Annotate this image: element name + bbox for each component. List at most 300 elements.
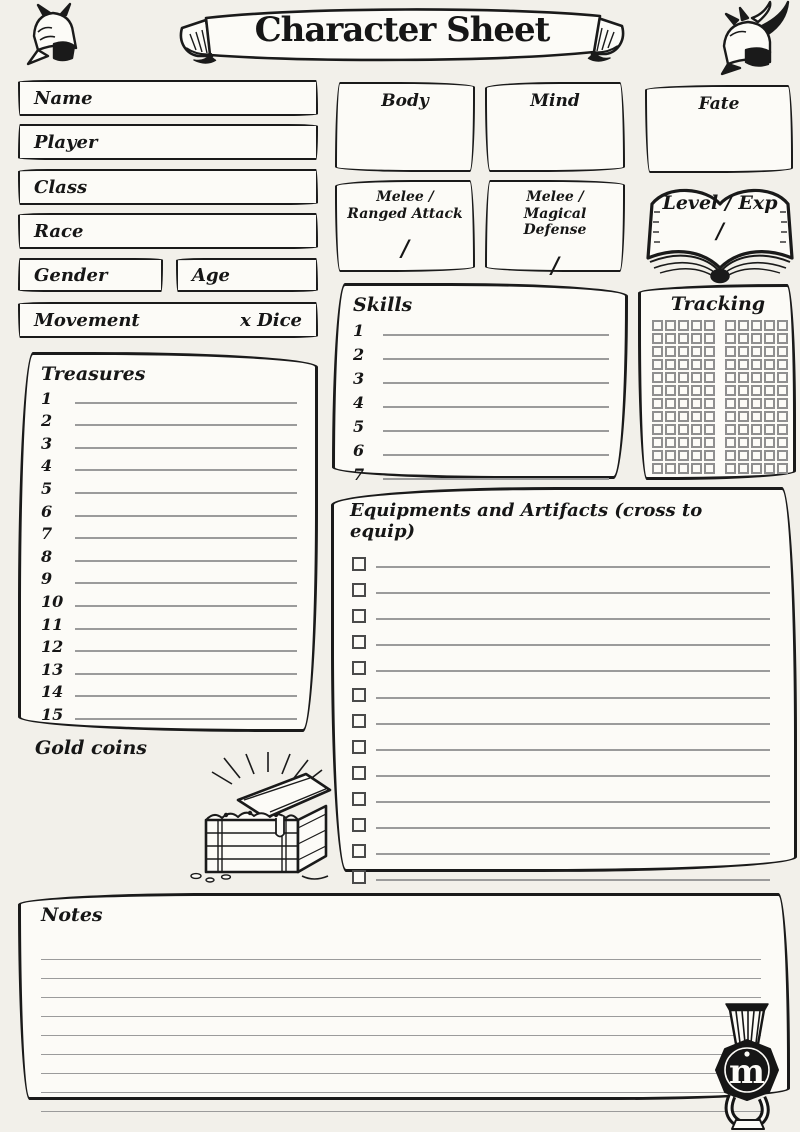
equipment-row <box>350 807 770 833</box>
tracking-checkbox[interactable] <box>777 424 788 435</box>
tracking-checkbox[interactable] <box>738 398 749 409</box>
equipment-row <box>350 624 770 650</box>
tracking-checkbox[interactable] <box>678 463 689 474</box>
tracking-group <box>725 424 788 435</box>
tracking-checkbox[interactable] <box>678 450 689 461</box>
treasure-number: 7 <box>41 524 53 544</box>
tracking-checkbox[interactable] <box>665 450 676 461</box>
age-label: Age <box>192 264 231 286</box>
tracking-checkbox[interactable] <box>665 359 676 370</box>
treasures-title: Treasures <box>41 363 146 385</box>
notes-line[interactable] <box>41 979 761 998</box>
skill-line[interactable] <box>383 358 609 360</box>
treasure-row <box>41 634 297 657</box>
tracking-group <box>725 320 788 331</box>
equipment-checkbox[interactable] <box>352 661 366 675</box>
equipment-rows <box>350 546 770 885</box>
tracking-checkbox[interactable] <box>751 359 762 370</box>
skill-line[interactable] <box>383 382 609 384</box>
treasure-line[interactable] <box>75 650 297 652</box>
tracking-checkbox[interactable] <box>665 411 676 422</box>
tracking-checkbox[interactable] <box>751 437 762 448</box>
tracking-checkbox[interactable] <box>652 411 663 422</box>
equipment-line[interactable] <box>376 592 770 594</box>
tracking-group <box>725 411 788 422</box>
equipment-row <box>350 729 770 755</box>
equipment-line[interactable] <box>376 723 770 725</box>
treasure-number: 15 <box>41 704 64 724</box>
skill-number: 3 <box>353 369 365 388</box>
tracking-group <box>725 437 788 448</box>
treasure-number: 10 <box>41 591 64 611</box>
tracking-checkbox[interactable] <box>738 463 749 474</box>
treasure-line[interactable] <box>75 718 297 720</box>
tracking-group <box>652 411 715 422</box>
equipment-checkbox[interactable] <box>352 818 366 832</box>
treasure-number: 1 <box>41 388 53 408</box>
notes-line[interactable] <box>41 1093 761 1112</box>
treasure-number: 11 <box>41 614 64 634</box>
tracking-checkbox[interactable] <box>665 398 676 409</box>
equipment-checkbox[interactable] <box>352 792 366 806</box>
tracking-checkbox[interactable] <box>691 346 702 357</box>
equipment-checkbox[interactable] <box>352 635 366 649</box>
equipment-line[interactable] <box>376 827 770 829</box>
race-field[interactable] <box>18 213 318 249</box>
treasure-row <box>41 475 297 498</box>
player-label: Player <box>34 131 98 153</box>
tracking-checkbox[interactable] <box>665 424 676 435</box>
equipment-line[interactable] <box>376 749 770 751</box>
treasure-number: 12 <box>41 637 64 657</box>
equipment-row <box>350 755 770 781</box>
treasure-number: 5 <box>41 478 53 498</box>
tracking-checkbox[interactable] <box>678 411 689 422</box>
tracking-checkbox[interactable] <box>725 359 736 370</box>
equipment-line[interactable] <box>376 697 770 699</box>
tracking-checkbox[interactable] <box>678 320 689 331</box>
tracking-checkbox[interactable] <box>691 437 702 448</box>
equipment-row <box>350 598 770 624</box>
tracking-group <box>652 424 715 435</box>
treasure-row <box>41 521 297 544</box>
tracking-checkbox[interactable] <box>704 333 715 344</box>
skill-number: 2 <box>353 345 365 364</box>
tracking-checkbox[interactable] <box>652 424 663 435</box>
tracking-checkbox[interactable] <box>764 411 775 422</box>
equipment-line[interactable] <box>376 775 770 777</box>
tracking-checkbox[interactable] <box>678 424 689 435</box>
equipment-line[interactable] <box>376 618 770 620</box>
tracking-checkbox[interactable] <box>665 372 676 383</box>
page-title: Character Sheet <box>254 10 550 50</box>
treasure-row <box>41 679 297 702</box>
equipment-checkbox[interactable] <box>352 766 366 780</box>
equipment-row <box>350 546 770 572</box>
tracking-checkbox[interactable] <box>751 346 762 357</box>
treasure-number: 2 <box>41 411 53 431</box>
tracking-group <box>652 437 715 448</box>
equipment-row <box>350 703 770 729</box>
tracking-group <box>652 346 715 357</box>
mind-stat-box[interactable] <box>485 82 625 172</box>
tracking-checkbox[interactable] <box>738 346 749 357</box>
tracking-checkbox[interactable] <box>751 333 762 344</box>
tracking-checkbox[interactable] <box>738 450 749 461</box>
tracking-checkbox[interactable] <box>751 320 762 331</box>
tracking-checkbox[interactable] <box>725 333 736 344</box>
tracking-checkbox[interactable] <box>738 333 749 344</box>
tracking-checkbox[interactable] <box>725 463 736 474</box>
tracking-checkbox[interactable] <box>704 424 715 435</box>
treasure-row <box>41 611 297 634</box>
tracking-checkbox[interactable] <box>777 385 788 396</box>
tracking-checkbox[interactable] <box>678 398 689 409</box>
tracking-checkbox[interactable] <box>764 463 775 474</box>
tracking-group <box>725 398 788 409</box>
attack-value: / <box>400 236 410 263</box>
equipment-line[interactable] <box>376 853 770 855</box>
attack-stat-box[interactable] <box>335 180 475 272</box>
skill-row <box>353 460 609 484</box>
skills-panel <box>332 283 628 484</box>
tracking-checkbox[interactable] <box>691 359 702 370</box>
notes-lines <box>41 941 761 1112</box>
tracking-checkbox[interactable] <box>751 385 762 396</box>
treasure-line[interactable] <box>75 447 297 449</box>
tracking-checkbox[interactable] <box>764 372 775 383</box>
tracking-group <box>725 372 788 383</box>
equipment-checkbox[interactable] <box>352 714 366 728</box>
tracking-checkbox[interactable] <box>665 346 676 357</box>
attack-label: Melee / Ranged Attack <box>347 189 463 222</box>
tracking-checkbox[interactable] <box>704 437 715 448</box>
equipment-row <box>350 676 770 702</box>
age-field[interactable] <box>176 258 318 292</box>
level-label: Level / Exp <box>662 192 778 214</box>
treasure-line[interactable] <box>75 673 297 675</box>
tracking-group <box>652 359 715 370</box>
tracking-row <box>652 346 784 357</box>
equipment-title: Equipments and Artifacts (cross to equip) <box>350 500 703 542</box>
notes-line[interactable] <box>41 1074 761 1093</box>
tracking-checkbox[interactable] <box>665 385 676 396</box>
tracking-row <box>652 463 784 474</box>
tracking-checkbox[interactable] <box>751 411 762 422</box>
treasure-row <box>41 498 297 521</box>
skill-line[interactable] <box>383 454 609 456</box>
tracking-checkbox[interactable] <box>751 372 762 383</box>
tracking-checkbox[interactable] <box>652 437 663 448</box>
treasure-row <box>41 701 297 724</box>
tracking-checkbox[interactable] <box>691 385 702 396</box>
notes-line[interactable] <box>41 998 761 1017</box>
svg-text:m: m <box>729 1052 765 1092</box>
race-label: Race <box>34 220 84 242</box>
skill-line[interactable] <box>383 478 609 480</box>
player-field[interactable] <box>18 124 318 160</box>
tracking-row <box>652 359 784 370</box>
level-exp-book[interactable] <box>642 176 798 288</box>
notes-line[interactable] <box>41 1055 761 1074</box>
tracking-group <box>725 359 788 370</box>
movement-label: Movement <box>34 309 140 331</box>
equipment-checkbox[interactable] <box>352 844 366 858</box>
tracking-checkbox[interactable] <box>704 463 715 474</box>
notes-line[interactable] <box>41 1036 761 1055</box>
tracking-checkbox[interactable] <box>764 450 775 461</box>
treasure-number: 4 <box>41 456 53 476</box>
skills-title: Skills <box>353 294 413 316</box>
title-banner <box>166 2 638 68</box>
treasure-row <box>41 543 297 566</box>
equipment-panel <box>331 487 797 872</box>
treasure-line[interactable] <box>75 424 297 426</box>
equipment-checkbox[interactable] <box>352 583 366 597</box>
helmet-right-icon <box>706 0 798 78</box>
tracking-checkbox[interactable] <box>691 333 702 344</box>
tracking-checkbox[interactable] <box>652 398 663 409</box>
gender-field[interactable] <box>18 258 163 292</box>
skill-line[interactable] <box>383 430 609 432</box>
notes-line[interactable] <box>41 960 761 979</box>
skill-number: 5 <box>353 417 365 436</box>
tracking-checkbox[interactable] <box>704 385 715 396</box>
tracking-checkbox[interactable] <box>652 450 663 461</box>
equipment-checkbox[interactable] <box>352 870 366 884</box>
tracking-checkbox[interactable] <box>665 463 676 474</box>
tracking-checkbox[interactable] <box>764 398 775 409</box>
tracking-checkbox[interactable] <box>725 437 736 448</box>
treasure-row <box>41 453 297 476</box>
tracking-checkbox[interactable] <box>777 333 788 344</box>
name-label: Name <box>34 87 93 109</box>
treasure-line[interactable] <box>75 537 297 539</box>
tracking-checkbox[interactable] <box>704 346 715 357</box>
equipment-checkbox[interactable] <box>352 557 366 571</box>
tracking-row <box>652 372 784 383</box>
tracking-checkbox[interactable] <box>678 437 689 448</box>
equipment-line[interactable] <box>376 879 770 881</box>
tracking-checkbox[interactable] <box>652 463 663 474</box>
tracking-checkbox[interactable] <box>738 385 749 396</box>
tracking-checkbox[interactable] <box>777 346 788 357</box>
tracking-group <box>725 463 788 474</box>
tracking-checkbox[interactable] <box>764 320 775 331</box>
notes-line[interactable] <box>41 941 761 960</box>
tracking-row <box>652 398 784 409</box>
tracking-checkbox[interactable] <box>764 385 775 396</box>
tracking-checkbox[interactable] <box>678 359 689 370</box>
skill-number: 4 <box>353 393 365 412</box>
skill-row <box>353 364 609 388</box>
treasure-row <box>41 588 297 611</box>
tracking-checkbox[interactable] <box>652 359 663 370</box>
tracking-checkbox[interactable] <box>725 411 736 422</box>
tracking-checkbox[interactable] <box>652 333 663 344</box>
tracking-checkbox[interactable] <box>764 346 775 357</box>
tracking-group <box>652 333 715 344</box>
equipment-row <box>350 781 770 807</box>
skill-row <box>353 412 609 436</box>
equipment-row <box>350 650 770 676</box>
tracking-group <box>652 372 715 383</box>
tracking-checkbox[interactable] <box>704 320 715 331</box>
tracking-checkbox[interactable] <box>691 320 702 331</box>
tracking-group <box>725 450 788 461</box>
tracking-checkbox[interactable] <box>691 398 702 409</box>
defense-label: Melee / Magical Defense <box>523 189 587 239</box>
treasure-row <box>41 385 297 408</box>
notes-line[interactable] <box>41 1017 761 1036</box>
tracking-checkbox[interactable] <box>704 398 715 409</box>
tracking-checkbox[interactable] <box>725 346 736 357</box>
tracking-checkbox[interactable] <box>751 463 762 474</box>
tracking-checkbox[interactable] <box>738 372 749 383</box>
mind-label: Mind <box>530 91 580 111</box>
tracking-checkbox[interactable] <box>652 320 663 331</box>
tracking-row <box>652 450 784 461</box>
skill-number: 1 <box>353 321 365 340</box>
tracking-checkbox[interactable] <box>704 411 715 422</box>
tracking-row <box>652 437 784 448</box>
tracking-checkbox[interactable] <box>725 372 736 383</box>
skills-rows <box>353 316 609 484</box>
equipment-line[interactable] <box>376 670 770 672</box>
tracking-checkbox[interactable] <box>738 437 749 448</box>
treasure-line[interactable] <box>75 605 297 607</box>
tracking-checkbox[interactable] <box>652 346 663 357</box>
treasure-line[interactable] <box>75 402 297 404</box>
tracking-checkbox[interactable] <box>678 333 689 344</box>
tracking-checkbox[interactable] <box>704 359 715 370</box>
name-field[interactable] <box>18 80 318 116</box>
treasure-line[interactable] <box>75 695 297 697</box>
skill-row <box>353 316 609 340</box>
tracking-checkbox[interactable] <box>725 424 736 435</box>
tracking-checkbox[interactable] <box>751 424 762 435</box>
tracking-checkbox[interactable] <box>777 372 788 383</box>
equipment-checkbox[interactable] <box>352 688 366 702</box>
body-stat-box[interactable] <box>335 82 475 172</box>
skill-line[interactable] <box>383 406 609 408</box>
tracking-checkbox[interactable] <box>777 437 788 448</box>
skill-row <box>353 340 609 364</box>
tracking-checkbox[interactable] <box>738 424 749 435</box>
tracking-checkbox[interactable] <box>777 320 788 331</box>
movement-unit-label: x Dice <box>240 309 302 331</box>
tracking-group <box>725 385 788 396</box>
tracking-row <box>652 411 784 422</box>
treasure-chest-icon <box>180 752 335 885</box>
equipment-line[interactable] <box>376 644 770 646</box>
tracking-checkbox[interactable] <box>738 359 749 370</box>
body-label: Body <box>381 91 429 111</box>
gold-coins-label: Gold coins <box>35 737 147 759</box>
tracking-checkbox[interactable] <box>725 450 736 461</box>
treasure-number: 13 <box>41 659 64 679</box>
tracking-checkbox[interactable] <box>777 463 788 474</box>
tracking-checkbox[interactable] <box>678 385 689 396</box>
tracking-checkbox[interactable] <box>691 450 702 461</box>
treasure-line[interactable] <box>75 582 297 584</box>
class-field[interactable] <box>18 169 318 205</box>
treasure-line[interactable] <box>75 515 297 517</box>
skill-number: 7 <box>353 465 365 484</box>
treasure-line[interactable] <box>75 560 297 562</box>
tracking-group <box>652 385 715 396</box>
equipment-row <box>350 859 770 885</box>
equipment-checkbox[interactable] <box>352 740 366 754</box>
treasure-number: 8 <box>41 546 53 566</box>
gender-label: Gender <box>34 264 108 286</box>
tracking-checkbox[interactable] <box>652 385 663 396</box>
tracking-checkbox[interactable] <box>665 437 676 448</box>
equipment-checkbox[interactable] <box>352 609 366 623</box>
tracking-checkbox[interactable] <box>691 424 702 435</box>
fate-stat-box[interactable] <box>645 85 793 173</box>
tracking-checkbox[interactable] <box>777 411 788 422</box>
tracking-row <box>652 320 784 331</box>
defense-stat-box[interactable] <box>485 180 625 279</box>
signet-ring-icon <box>698 1002 796 1130</box>
tracking-checkbox[interactable] <box>704 450 715 461</box>
tracking-checkbox[interactable] <box>751 450 762 461</box>
tracking-group <box>652 398 715 409</box>
equipment-line[interactable] <box>376 801 770 803</box>
notes-title: Notes <box>41 904 103 926</box>
tracking-checkbox[interactable] <box>764 333 775 344</box>
tracking-checkbox[interactable] <box>678 372 689 383</box>
tracking-checkbox[interactable] <box>777 359 788 370</box>
tracking-checkbox[interactable] <box>777 398 788 409</box>
tracking-checkbox[interactable] <box>678 346 689 357</box>
fate-label: Fate <box>698 94 740 114</box>
treasure-line[interactable] <box>75 492 297 494</box>
tracking-checkbox[interactable] <box>652 372 663 383</box>
tracking-checkbox[interactable] <box>725 398 736 409</box>
tracking-checkbox[interactable] <box>751 398 762 409</box>
skill-row <box>353 436 609 460</box>
tracking-checkbox[interactable] <box>691 411 702 422</box>
treasure-row <box>41 408 297 431</box>
treasure-line[interactable] <box>75 628 297 630</box>
tracking-checkbox[interactable] <box>738 320 749 331</box>
tracking-checkbox[interactable] <box>665 333 676 344</box>
tracking-checkbox[interactable] <box>738 411 749 422</box>
tracking-checkbox[interactable] <box>725 385 736 396</box>
treasure-line[interactable] <box>75 469 297 471</box>
tracking-row <box>652 385 784 396</box>
equipment-line[interactable] <box>376 566 770 568</box>
tracking-checkbox[interactable] <box>665 320 676 331</box>
tracking-panel <box>638 284 796 480</box>
tracking-checkbox[interactable] <box>764 359 775 370</box>
tracking-group <box>652 463 715 474</box>
tracking-checkbox[interactable] <box>764 437 775 448</box>
tracking-checkbox[interactable] <box>691 372 702 383</box>
tracking-checkbox[interactable] <box>777 450 788 461</box>
treasure-number: 6 <box>41 501 53 521</box>
tracking-group <box>652 450 715 461</box>
tracking-row <box>652 424 784 435</box>
tracking-checkbox[interactable] <box>764 424 775 435</box>
skill-line[interactable] <box>383 334 609 336</box>
tracking-checkbox[interactable] <box>704 372 715 383</box>
tracking-checkbox[interactable] <box>725 320 736 331</box>
movement-field[interactable] <box>18 302 318 338</box>
tracking-checkbox[interactable] <box>691 463 702 474</box>
